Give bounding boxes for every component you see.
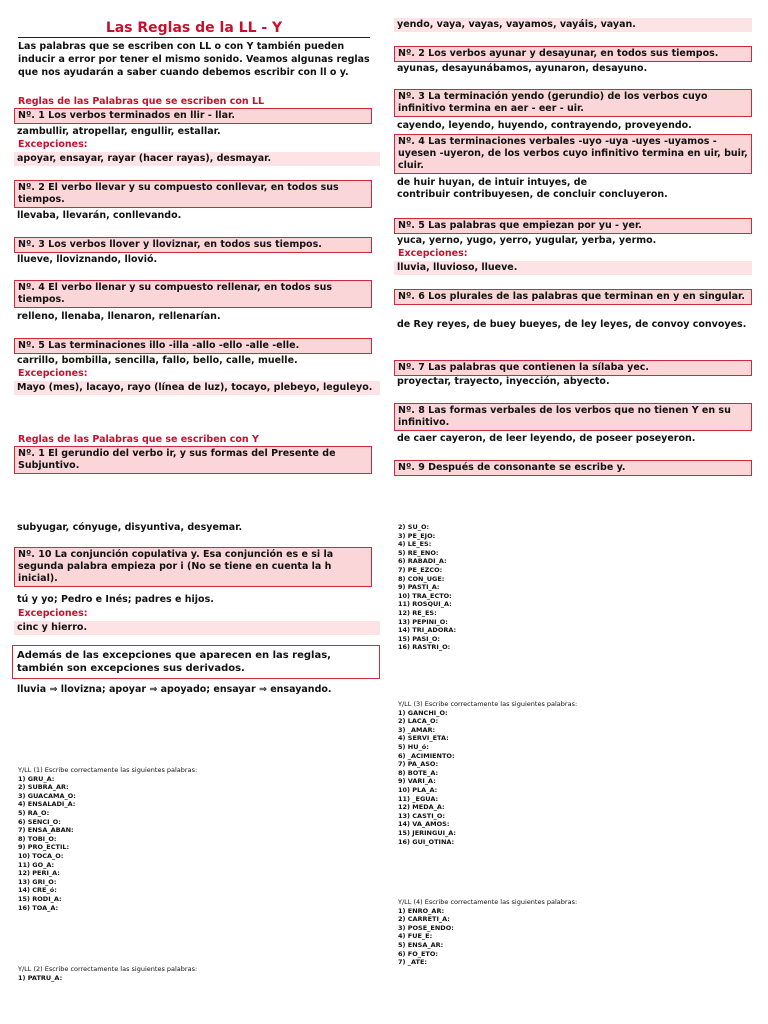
exercise-item: 7) PE_EZCO: — [398, 565, 443, 574]
exercise-2-heading: Y/LL (2) Escribe correctamente las siguientes palabras: — [18, 965, 198, 973]
exercise-item: 5) HU_ó: — [398, 742, 429, 751]
y-rule-9: Nº. 9 Después de consonante se escribe y. — [394, 460, 752, 476]
exercise-item: 2) SUBRA_AR: — [18, 783, 69, 792]
ll-rule-3-examples: llueve, lloviznando, llovió. — [17, 254, 158, 265]
ll-rule-5-examples: carrillo, bombilla, sencilla, fallo, bello, calle, muelle. — [17, 355, 298, 366]
exercise-item: 4) ENSALADI_A: — [18, 800, 76, 809]
y-rule-9-examples: subyugar, cónyuge, disyuntiva, desyemar. — [17, 522, 243, 533]
exercise-item: 16) GUI_OTINA: — [398, 837, 455, 846]
exercise-item: 11) _EGUA: — [398, 794, 439, 803]
exercise-item: 3) POSE_ENDO: — [398, 923, 454, 932]
exercise-item: 1) ENRO_AR: — [398, 906, 445, 915]
exercise-item: 13) GRI_O: — [18, 877, 57, 886]
exercise-item: 14) CRE_ó: — [18, 886, 57, 895]
y-rule-5-exceptions-label: Excepciones: — [398, 248, 468, 259]
exercise-item: 5) ENSA_AR: — [398, 940, 444, 949]
ll-rule-1: Nº. 1 Los verbos terminados en llir - llar. — [14, 108, 372, 124]
exercise-item: 8) TOBI_O: — [18, 834, 57, 843]
exercise-item: 3) GUACAMA_O: — [18, 791, 76, 800]
exercise-item: 1) GANCHI_O: — [398, 708, 448, 717]
y-rules-heading: Reglas de las Palabras que se escriben con Y — [18, 434, 259, 445]
exercise-item: 7) _ATE: — [398, 958, 428, 967]
exercise-item: 10) TRA_ECTO: — [398, 591, 452, 600]
derivatives-note: Además de las excepciones que aparecen en las reglas, también son excepciones sus derivados. — [12, 645, 380, 679]
exercise-item: 15) JERINGUI_A: — [398, 828, 457, 837]
exercise-2-continued — [398, 523, 748, 652]
exercise-item: 10) TOCA_O: — [18, 851, 64, 860]
ll-rule-5-exceptions-label: Excepciones: — [18, 368, 88, 379]
ll-rule-1-examples: zambullir, atropellar, engullir, estallar. — [17, 126, 221, 137]
exercise-item: 5) RE_ENO: — [398, 548, 439, 557]
exercise-item: 15) RODI_A: — [18, 894, 62, 903]
exercise-item: 2) SU_O: — [398, 523, 430, 531]
exercise-3 — [398, 700, 748, 846]
exercise-item: 7) ENSA_ABAN: — [18, 826, 74, 835]
exercise-item: 12) RE_ES: — [398, 608, 437, 617]
y-rule-8: Nº. 8 Las formas verbales de los verbos que no tienen Y en su infinitivo. — [394, 403, 752, 431]
y-rule-1: Nº. 1 El gerundio del verbo ir, y sus formas del Presente de Subjuntivo. — [14, 446, 372, 474]
exercise-item: 16) TOA_A: — [18, 903, 59, 912]
ll-rule-2-examples: llevaba, llevarán, conllevando. — [17, 210, 182, 221]
exercise-1 — [18, 766, 368, 912]
exercise-item: 9) PASTI_A: — [398, 583, 440, 592]
y-rule-2-examples: ayunas, desayunábamos, ayunaron, desayuno. — [397, 63, 648, 74]
ll-rule-5-exceptions: Mayo (mes), lacayo, rayo (línea de luz), tocayo, plebeyo, leguleyo. — [14, 381, 380, 395]
exercise-item: 1) GRU_A: — [18, 774, 55, 783]
exercise-item: 14) VA_AMOS: — [398, 820, 450, 829]
exercise-item: 6) FO_ETO: — [398, 949, 438, 958]
exercise-item: 13) PEPINI_O: — [398, 617, 448, 626]
exercise-item: 6) SENCI_O: — [18, 817, 61, 826]
y-rule-6-examples: de Rey reyes, de buey bueyes, de ley leyes, de convoy convoyes. — [397, 319, 747, 330]
exercise-item: 13) CASTI_O: — [398, 811, 445, 820]
exercise-item: 4) FUE_E: — [398, 932, 433, 941]
y-rule-4: Nº. 4 Las terminaciones verbales -uyo -uya -uyes -uyamos -uyesen -uyeron, de los verbos cuyo infinitivo termina en uir, buir, cluir. — [394, 134, 752, 174]
page-title: Las Reglas de la LL - Y — [18, 20, 370, 38]
y-rule-4-examples-line-1: de huir huyan, de intuir intuyes, de — [397, 177, 588, 188]
exercise-item: 6) RABADI_A: — [398, 557, 447, 566]
exercise-item: 8) BOTE_A: — [398, 768, 439, 777]
exercise-item: 7) PA_ASO: — [398, 760, 439, 769]
ll-rule-2: Nº. 2 El verbo llevar y su compuesto conllevar, en todos sus tiempos. — [14, 180, 372, 208]
exercise-item: 6) _ACIMIENTO: — [398, 751, 455, 760]
y-rule-7-examples: proyectar, trayecto, inyección, abyecto. — [397, 376, 610, 387]
exercise-item: 1) PATRU_A: — [18, 973, 63, 982]
exercise-item: 2) LACA_O: — [398, 717, 439, 726]
ll-rule-4: Nº. 4 El verbo llenar y su compuesto rellenar, en todos sus tiempos. — [14, 280, 372, 308]
y-rule-10-exceptions-label: Excepciones: — [18, 608, 88, 619]
exercise-item: 15) PASI_O: — [398, 634, 440, 643]
ll-rule-1-exceptions-label: Excepciones: — [18, 139, 88, 150]
ll-rule-5: Nº. 5 Las terminaciones illo -illa -allo -ello -alle -elle. — [14, 338, 372, 354]
exercise-1-heading: Y/LL (1) Escribe correctamente las siguientes palabras: — [18, 766, 198, 774]
y-rule-10: Nº. 10 La conjunción copulativa y. Esa conjunción es e si la segunda palabra empieza por i (No se tiene en cuenta la h inicial). — [14, 547, 372, 587]
exercise-item: 12) PERI_A: — [18, 869, 60, 878]
y-rule-7: Nº. 7 Las palabras que contienen la sílaba yec. — [394, 360, 752, 376]
y-rule-2: Nº. 2 Los verbos ayunar y desayunar, en todos sus tiempos. — [394, 46, 752, 62]
y-rule-5: Nº. 5 Las palabras que empiezan por yu - yer. — [394, 218, 752, 234]
derivatives-note-examples: lluvia ⇒ llovizna; apoyar ⇒ apoyado; ensayar ⇒ ensayando. — [17, 684, 332, 695]
exercise-item: 9) PRO_ECTIL: — [18, 843, 70, 852]
y-rule-5-examples: yuca, yerno, yugo, yerro, yugular, yerba, yermo. — [397, 235, 657, 246]
exercise-item: 12) MEDA_A: — [398, 803, 445, 812]
exercise-item: 11) GO_A: — [18, 860, 55, 869]
ll-rule-1-exceptions: apoyar, ensayar, rayar (hacer rayas), desmayar. — [14, 152, 380, 166]
y-rule-10-exceptions: cinc y hierro. — [14, 621, 380, 635]
y-rule-10-examples: tú y yo; Pedro e Inés; padres e hijos. — [17, 594, 214, 605]
y-rule-6: Nº. 6 Los plurales de las palabras que terminan en y en singular. — [394, 289, 752, 305]
exercise-3-heading: Y/LL (3) Escribe correctamente las siguientes palabras: — [398, 700, 578, 708]
ll-rule-3: Nº. 3 Los verbos llover y lloviznar, en todos sus tiempos. — [14, 237, 372, 253]
exercise-item: 14) TRI_ADORA: — [398, 626, 457, 635]
y-rule-3-examples: cayendo, leyendo, huyendo, contrayendo, proveyendo. — [397, 120, 692, 131]
exercise-2 — [18, 965, 368, 982]
exercise-item: 8) CON_UGE: — [398, 574, 445, 583]
y-rule-1-examples: yendo, vaya, vayas, vayamos, vayáis, vayan. — [394, 18, 752, 32]
exercise-item: 10) PLA_A: — [398, 785, 438, 794]
ll-rule-4-examples: relleno, llenaba, llenaron, rellenarían. — [17, 311, 221, 322]
exercise-item: 9) VARI_A: — [398, 777, 436, 786]
y-rule-3: Nº. 3 La terminación yendo (gerundio) de los verbos cuyo infinitivo termina en aer - eer - uir. — [394, 89, 752, 117]
exercise-item: 2) CARRETI_A: — [398, 915, 450, 924]
exercise-item: 3) _AMAR: — [398, 725, 436, 734]
y-rule-4-examples-line-2: contribuir contribuyesen, de concluir concluyeron. — [397, 189, 668, 200]
exercise-item: 4) SERVI_ETA: — [398, 734, 449, 743]
exercise-item: 11) ROSQUI_A: — [398, 600, 452, 609]
exercise-item: 5) RA_O: — [18, 808, 50, 817]
y-rule-8-examples: de caer cayeron, de leer leyendo, de poseer poseyeron. — [397, 433, 696, 444]
exercise-4 — [398, 898, 748, 967]
ll-rules-heading: Reglas de las Palabras que se escriben con LL — [18, 96, 265, 107]
intro-paragraph: Las palabras que se escriben con LL o con Y también pueden inducir a error por tener el mismo sonido. Veamos algunas reglas que nos ayudarán a saber cuando debemos escribir con ll o y. — [18, 41, 370, 78]
exercise-item: 3) PE_EJO: — [398, 531, 436, 540]
exercise-item: 4) LE_ES: — [398, 540, 432, 549]
exercise-4-heading: Y/LL (4) Escribe correctamente las siguientes palabras: — [398, 898, 578, 906]
exercise-item: 16) RASTRI_O: — [398, 643, 451, 652]
y-rule-5-exceptions: lluvia, lluvioso, llueve. — [394, 261, 752, 275]
y-rule-4-examples — [394, 176, 752, 202]
